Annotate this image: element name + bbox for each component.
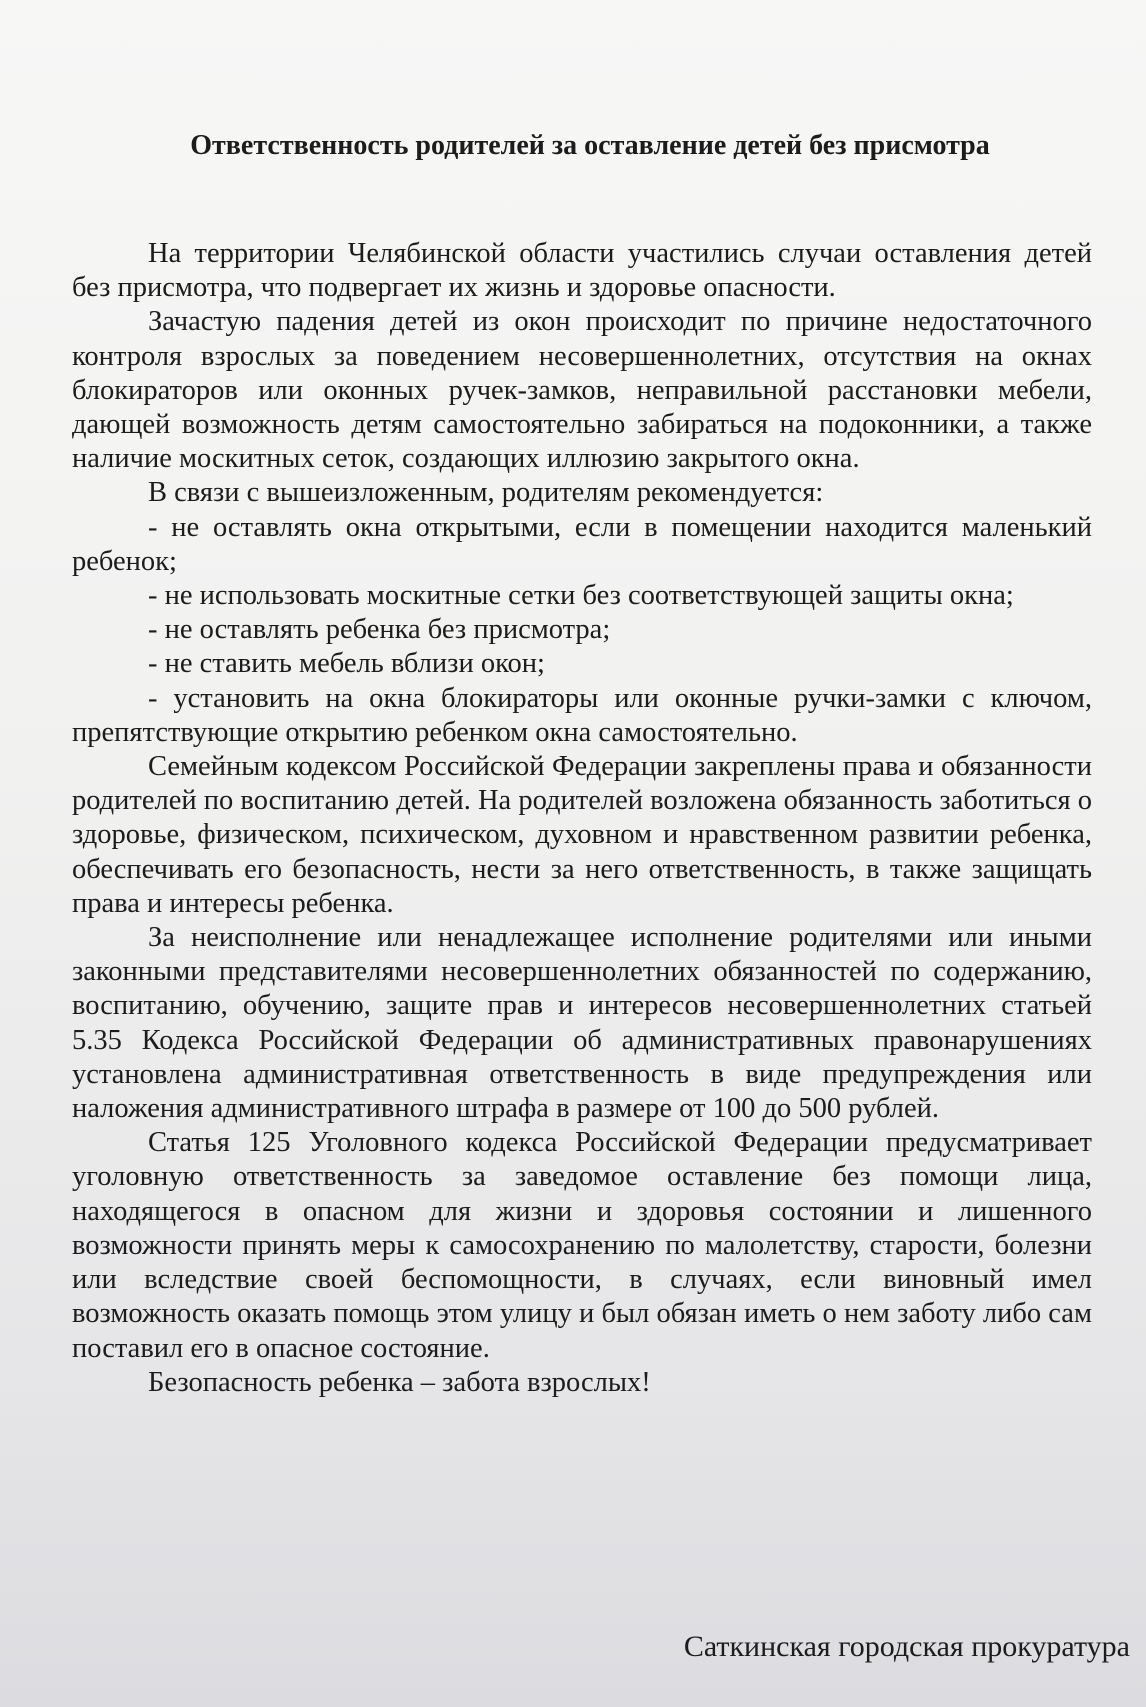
paragraph-criminal-liability: Статья 125 Уголовного кодекса Российской Федерации предусматривает уголовную ответственность за заведомое оставление без помощи лица, находящегося в опасном для жизни и здоровья состоянии и лишенного возможности принять меры к самосохранению по малолетству, старости, болезни или вследствие своей беспомощности, в случаях, если виновный имел возможность оказать помощь этом улицу и был обязан иметь о нем заботу либо сам поставил его в опасное состояние. — [72, 1127, 1092, 1364]
recommendation-item: - не оставлять ребенка без присмотра; — [148, 614, 611, 646]
recommendation-item: - не оставлять окна открытыми, если в помещении находится маленький ребенок; — [72, 511, 1092, 577]
paragraph-recommendations-lead: В связи с вышеизложенным, родителям рекомендуется: — [148, 477, 824, 509]
paragraph-family-code: Семейным кодексом Российской Федерации закреплены права и обязанности родителей по воспитанию детей. На родителей возложена обязанность заботиться о здоровье, физическом, психическом, духовном и нравственном развитии ребенка, обеспечивать его безопасность, нести за него ответственность, в также защищать права и интересы ребенка. — [72, 751, 1092, 919]
document-body — [72, 237, 1092, 1400]
document-title: Ответственность родителей за оставление детей без присмотра — [190, 130, 990, 161]
paragraph-slogan: Безопасность ребенка – забота взрослых! — [148, 1366, 651, 1398]
signature: Саткинская городская прокуратура — [683, 1630, 1130, 1663]
recommendation-item: - не использовать москитные сетки без соответствующей защиты окна; — [148, 580, 1014, 612]
recommendation-item: - не ставить мебель вблизи окон; — [148, 648, 545, 680]
paragraph-causes: Зачастую падения детей из окон происходит по причине недостаточного контроля взрослых за поведением несовершеннолетних, отсутствия на окнах блокираторов или оконных ручек-замков, неправильной расстановки мебели, дающей возможность детям самостоятельно забираться на подоконники, а также наличие москитных сеток, создающих иллюзию закрытого окна. — [72, 306, 1092, 475]
recommendation-item: - установить на окна блокираторы или оконные ручки-замки с ключом, препятствующие открытию ребенком окна самостоятельно. — [72, 682, 1092, 748]
paragraph-admin-liability: За неисполнение или ненадлежащее исполнение родителями или иными законными представителями несовершеннолетних обязанностей по содержанию, воспитанию, обучению, защите прав и интересов несовершеннолетних статьей 5.35 Кодекса Российской Федерации об административных правонарушениях установлена административная ответственность в виде предупреждения или наложения административного штрафа в размере от 100 до 500 рублей. — [72, 922, 1092, 1125]
paragraph-intro: На территории Челябинской области участились случаи оставления детей без присмотра, что подвергает их жизнь и здоровье опасности. — [72, 238, 1092, 304]
